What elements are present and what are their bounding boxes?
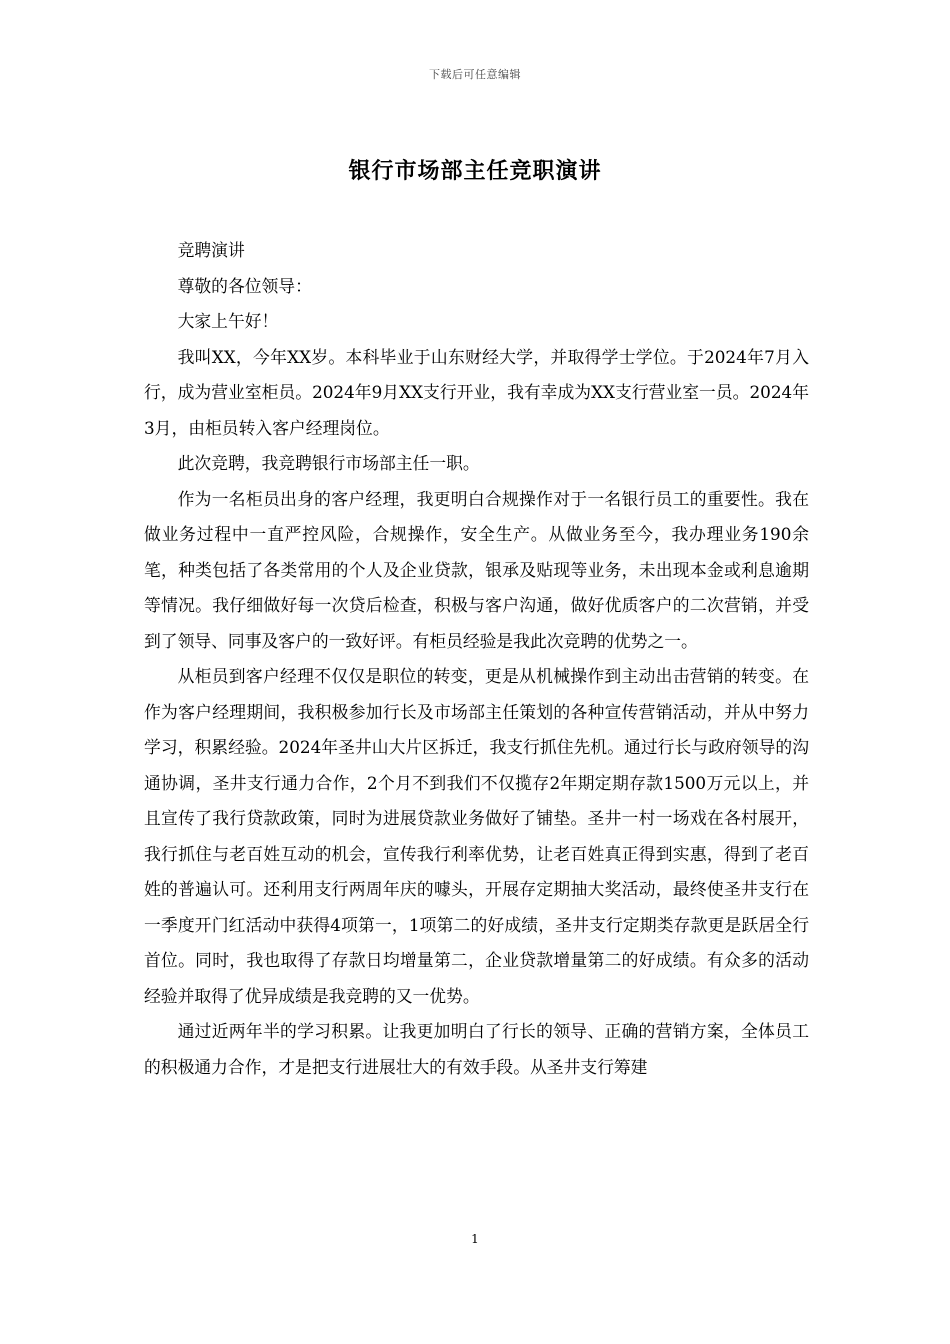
paragraph-greeting: 大家上午好！ bbox=[177, 311, 279, 331]
header-note: 下载后可任意编辑 bbox=[429, 68, 521, 81]
document-title: 银行市场部主任竞职演讲 bbox=[348, 158, 602, 184]
paragraph-conclusion: 通过近两年半的学习积累。让我更加明白了行长的领导、正确的营销方案，全体员工的积极通力合作，才是把支行进展壮大的有效手段。从圣井支行筹建 bbox=[144, 1021, 809, 1077]
paragraph-heading: 竞聘演讲 bbox=[177, 240, 245, 260]
page-number: 1 bbox=[471, 1232, 479, 1246]
document-body bbox=[144, 233, 809, 1085]
paragraph-introduction: 我叫XX，今年XX岁。本科毕业于山东财经大学，并取得学士学位。于2024年7月入行，成为营业室柜员。2024年9月XX支行开业，我有幸成为XX支行营业室一员。2024年3月，由柜员转入客户经理岗位。 bbox=[144, 346, 809, 438]
paragraph-experience: 作为一名柜员出身的客户经理，我更明白合规操作对于一名银行员工的重要性。我在做业务过程中一直严控风险，合规操作，安全生产。从做业务至今，我办理业务190余笔，种类包括了各类常用的个人及企业贷款，银承及贴现等业务，未出现本金或利息逾期等情况。我仔细做好每一次贷后检查，积极与客户沟通，做好优质客户的二次营销，并受到了领导、同事及客户的一致好评。有柜员经验是我此次竞聘的优势之一。 bbox=[144, 488, 809, 651]
paragraph-salutation: 尊敬的各位领导： bbox=[177, 275, 312, 296]
paragraph-position: 此次竞聘，我竞聘银行市场部主任一职。 bbox=[177, 453, 480, 473]
paragraph-marketing: 从柜员到客户经理不仅仅是职位的转变，更是从机械操作到主动出击营销的转变。在作为客户经理期间，我积极参加行长及市场部主任策划的各种宣传营销活动，并从中努力学习，积累经验。2024年圣井山大片区拆迁，我支行抓住先机。通过行长与政府领导的沟通协调，圣井支行通力合作，2个月不到我们不仅揽存2年期定期存款1500万元以上，并且宣传了我行贷款政策，同时为进展贷款业务做好了铺垫。圣井一村一场戏在各村展开，我行抓住与老百姓互动的机会，宣传我行利率优势，让老百姓真正得到实惠，得到了老百姓的普遍认可。还利用支行两周年庆的噱头，开展存定期抽大奖活动，最终使圣井支行在一季度开门红活动中获得4项第一，1项第二的好成绩，圣井支行定期类存款更是跃居全行首位。同时，我也取得了存款日均增量第二，企业贷款增量第二的好成绩。有众多的活动经验并取得了优异成绩是我竞聘的又一优势。 bbox=[144, 666, 809, 1006]
